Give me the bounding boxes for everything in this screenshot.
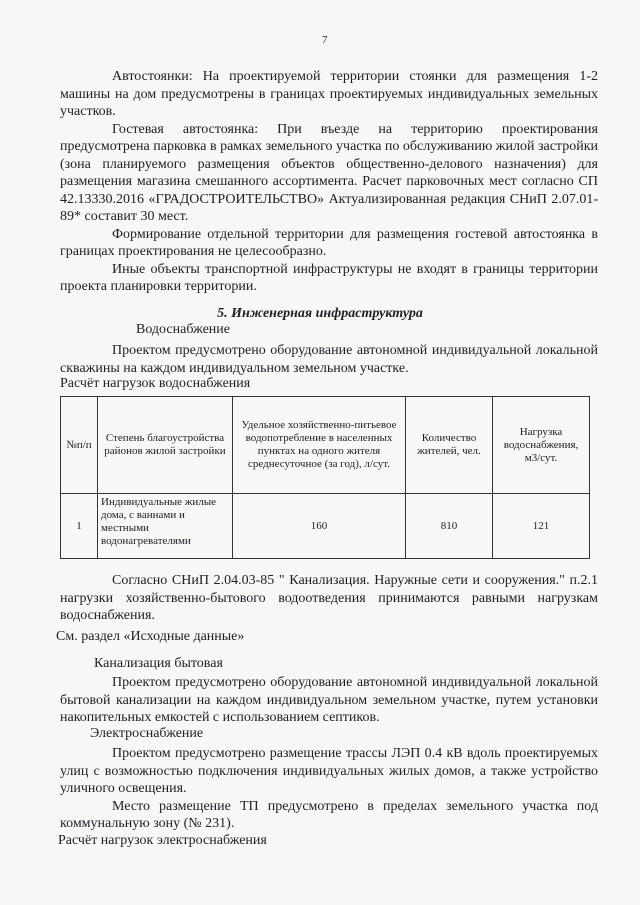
power-caption: Расчёт нагрузок электроснабжения <box>58 833 267 848</box>
transport-section <box>60 68 598 296</box>
reference-note: См. раздел «Исходные данные» <box>56 629 245 644</box>
table-header-row <box>61 397 590 494</box>
water-table-caption: Расчёт нагрузок водоснабжения <box>60 376 251 391</box>
sewer-paragraph-block <box>60 674 598 727</box>
section-heading: 5. Инженерная инфраструктура <box>217 306 423 321</box>
power-paragraph: Проектом предусмотрено размещение трассы ЛЭП 0.4 кВ вдоль проектируемых улиц с возможностью подключения индивидуальных жилых домов, а также устройство уличного освещения. <box>60 746 598 796</box>
sewer-note-block <box>60 572 598 625</box>
guest-parking-paragraph: Гостевая автостоянка: При въезде на территорию проектирования предусмотрена парковка в рамках земельного участка по обслуживанию жилой застройки (зона планируемого размещения объектов общественно-делового назначения) для размещения магазина смешанного ассортимента. Расчет парковочных мест согласно СП 42.13330.2016 «ГРАДОСТРОИТЕЛЬСТВО» Актуализированная редакция СНиП 2.07.01-89* составит 30 мест. <box>60 121 598 224</box>
water-load-table <box>60 396 590 559</box>
column-header: Степень благоустройства районов жилой застройки <box>98 397 233 494</box>
other-transport-paragraph: Иные объекты транспортной инфраструктуры не входят в границы территории проекта планировки территории. <box>60 261 598 294</box>
substation-paragraph: Место размещение ТП предусмотрено в пределах земельного участка под коммунальную зону (№ 231). <box>60 798 598 831</box>
water-sewer-note: Согласно СНиП 2.04.03-85 " Канализация. Наружные сети и сооружения." п.2.1 нагрузки хозяйственно-бытового водоотведения принимаются равными нагрузкам водоснабжения. <box>60 573 598 623</box>
table-cell: Индивидуальные жилые дома, с ваннами и местными водонагревателями <box>98 494 233 559</box>
table-cell: 810 <box>406 494 493 559</box>
page-number: 7 <box>322 34 328 46</box>
power-paragraph-block <box>60 745 598 833</box>
table-cell: 121 <box>493 494 590 559</box>
water-title: Водоснабжение <box>136 322 231 337</box>
sewer-paragraph: Проектом предусмотрено оборудование автономной индивидуальной локальной бытовой канализации на каждом индивидуальном земельном участке, путем установки накопительных емкостей с использованием септиков. <box>60 675 598 725</box>
table-cell: 1 <box>61 494 98 559</box>
water-paragraph-block <box>60 342 598 377</box>
guest-parking-note: Формирование отдельной территории для размещения гостевой автостоянка в границах проектирования не целесообразно. <box>60 226 598 259</box>
table-row <box>61 494 590 559</box>
sewer-title: Канализация бытовая <box>94 656 223 671</box>
column-header: Удельное хозяйственно-питьевое водопотребление в населенных пунктах на одного жителя среднесуточное (за год), л/сут. <box>233 397 406 494</box>
power-title: Электроснабжение <box>90 726 204 741</box>
table-cell: 160 <box>233 494 406 559</box>
water-paragraph: Проектом предусмотрено оборудование автономной индивидуальной локальной скважины на каждом индивидуальном земельном участке. <box>60 343 598 376</box>
column-header: Нагрузка водоснабжения, м3/сут. <box>493 397 590 494</box>
column-header: №п/п <box>61 397 98 494</box>
parking-paragraph: Автостоянки: На проектируемой территории стоянки для размещения 1-2 машины на дом предусмотрены в границах проектируемых индивидуальных земельных участков. <box>60 69 598 119</box>
column-header: Количество жителей, чел. <box>406 397 493 494</box>
